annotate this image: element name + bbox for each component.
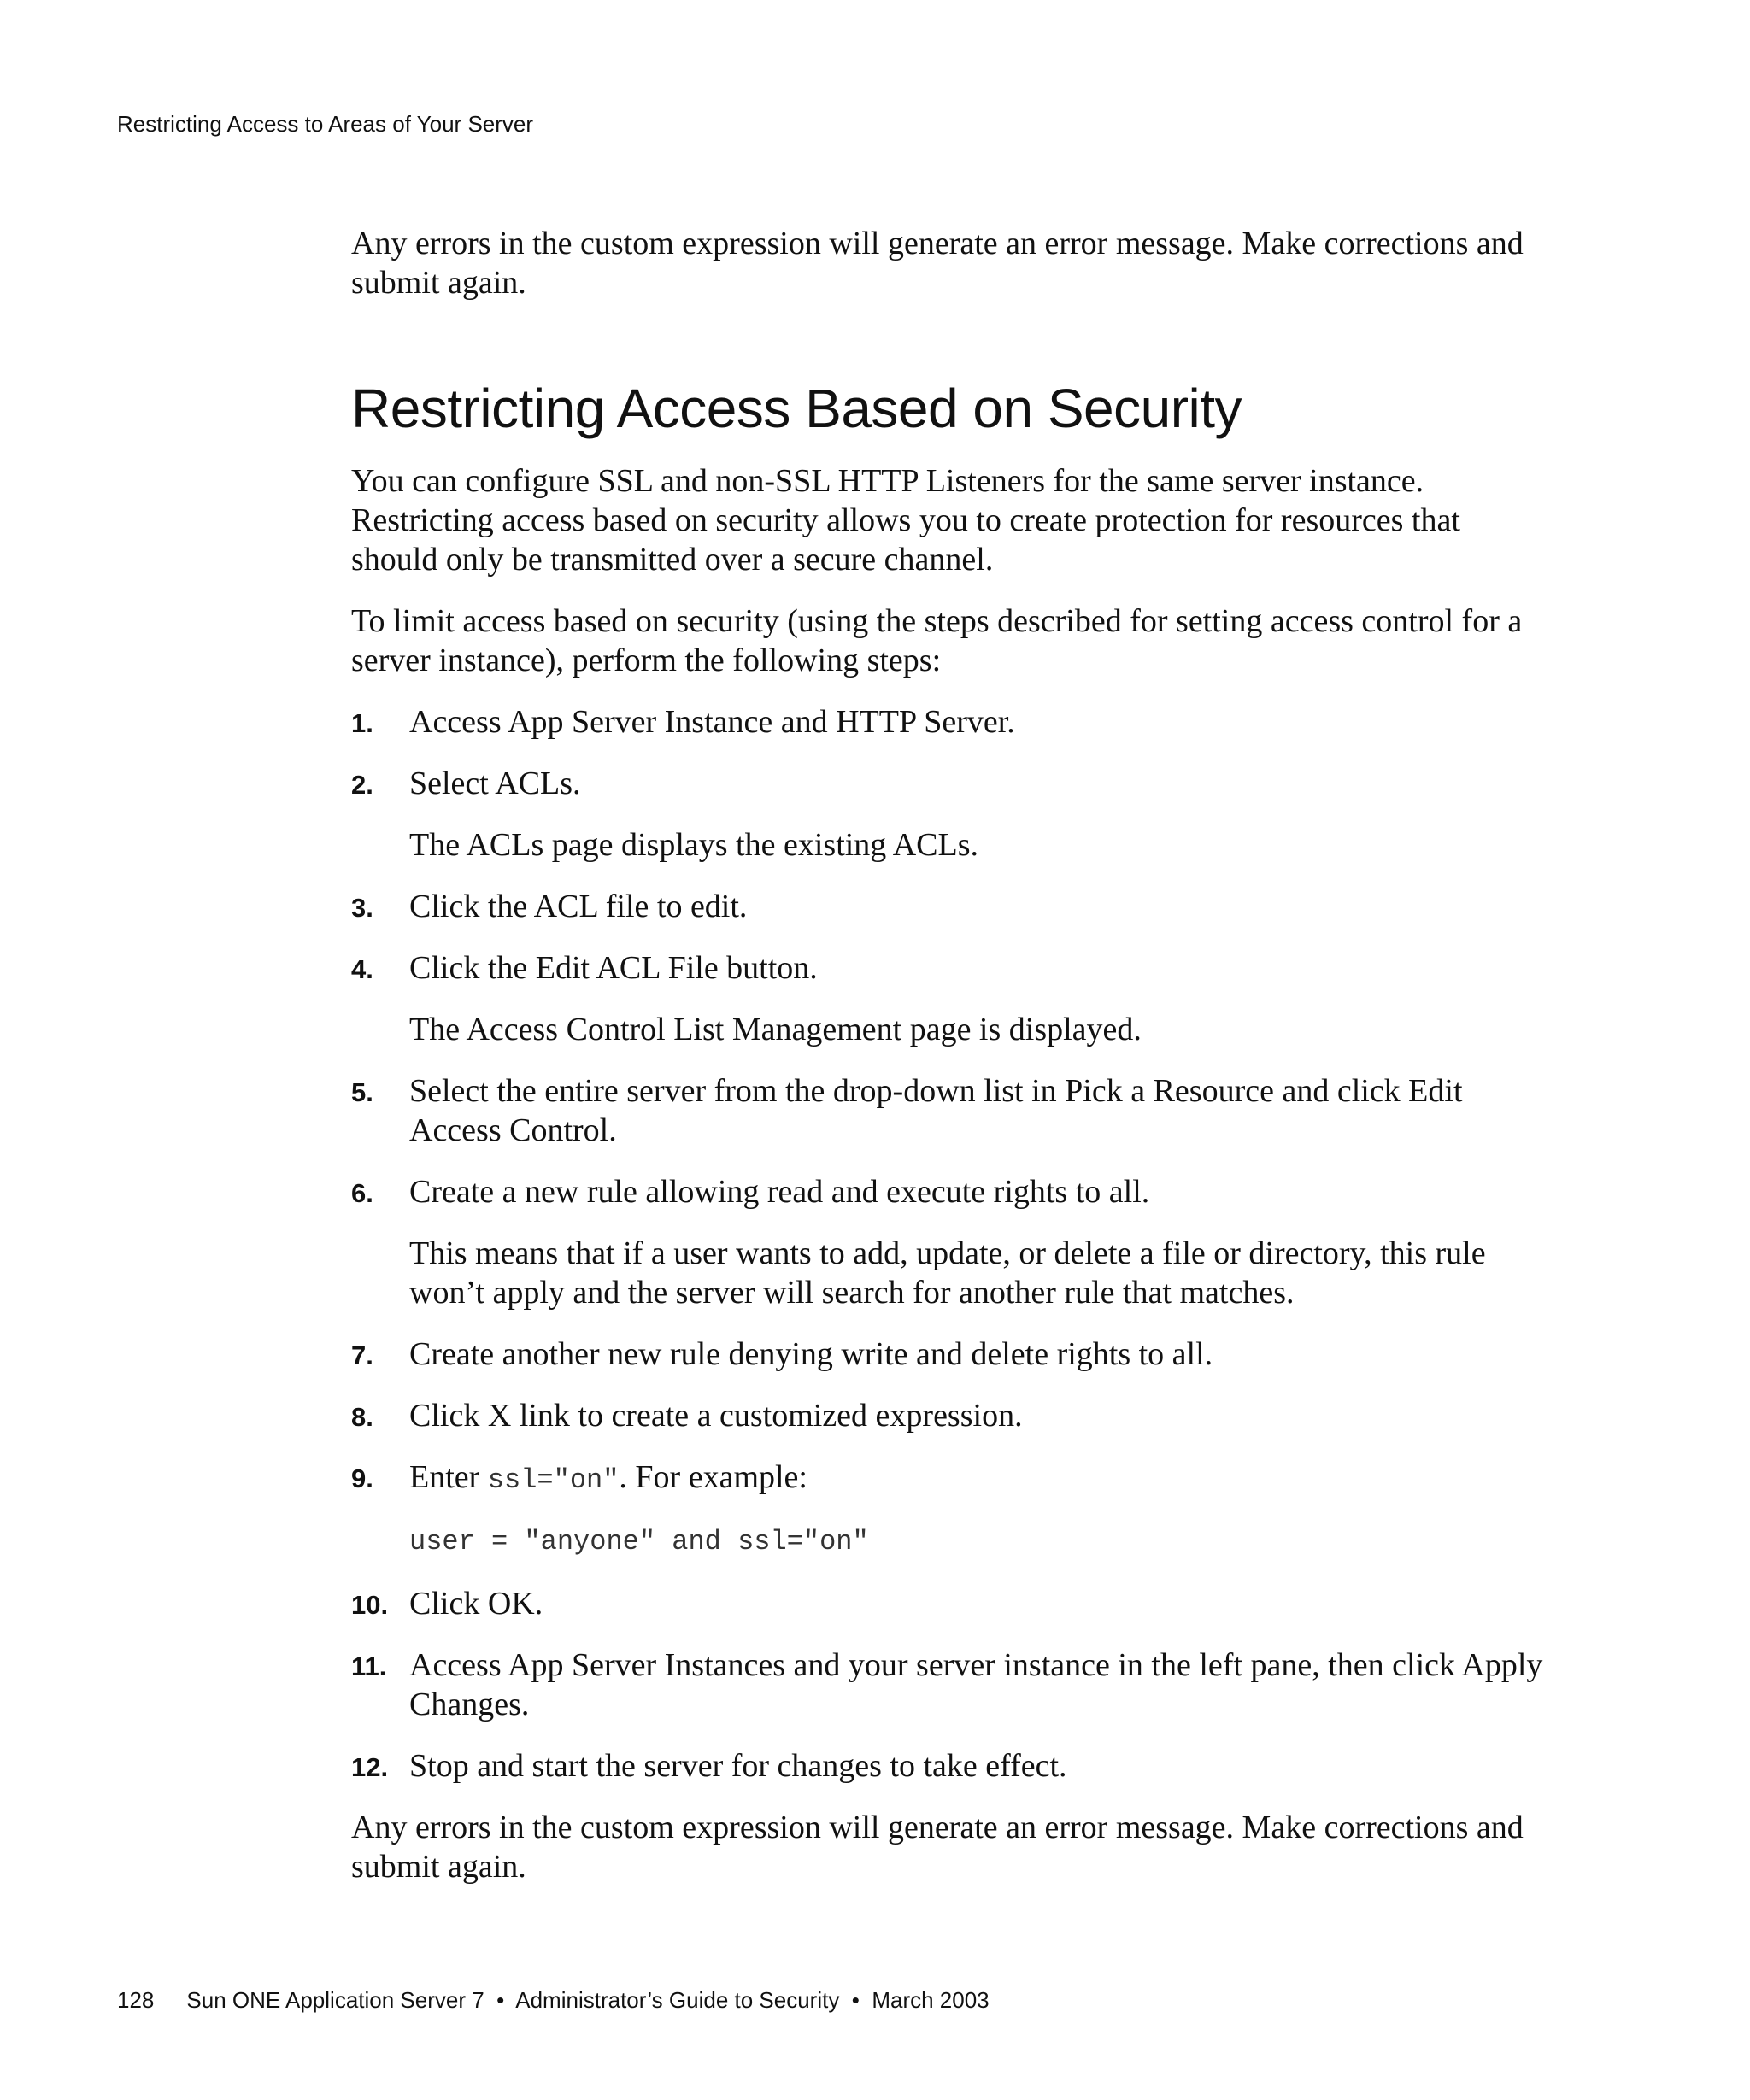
page-footer: [117, 1987, 990, 2014]
step-text: Click the Edit ACL File button.: [409, 950, 818, 986]
step-item: [351, 1458, 1547, 1500]
step-text: Access App Server Instance and HTTP Server.: [409, 704, 1015, 740]
step-item: [351, 1645, 1547, 1724]
step-text: Click X link to create a customized expression.: [409, 1398, 1023, 1434]
step-number: 2.: [351, 770, 373, 800]
step-note: The Access Control List Management page is displayed.: [409, 1012, 1142, 1047]
step-item: [351, 948, 1547, 1049]
section-paragraph-2: To limit access based on security (using the steps described for setting access control for a server instance), perform the following steps:: [351, 603, 1523, 678]
step-text: Select the entire server from the drop-down list in Pick a Resource and click Edit Access Control.: [409, 1073, 1463, 1148]
intro-paragraph: Any errors in the custom expression will generate an error message. Make corrections and submit again.: [351, 226, 1524, 301]
step-number: 6.: [351, 1178, 373, 1208]
step-number: 9.: [351, 1464, 373, 1493]
page-number: 128: [117, 1987, 155, 2013]
section-paragraph-1: You can configure SSL and non-SSL HTTP Listeners for the same server instance. Restricting access based on security allows you to create protection for resources that should only be transmitted over a secure channel.: [351, 463, 1460, 578]
step-text: Create another new rule denying write and delete rights to all.: [409, 1336, 1213, 1372]
step-item: [351, 1746, 1547, 1786]
step-item: [351, 702, 1547, 742]
step-note: The ACLs page displays the existing ACLs.: [409, 827, 979, 863]
steps-list: [351, 702, 1547, 1500]
step-text: Click the ACL file to edit.: [409, 889, 748, 924]
step-number: 8.: [351, 1402, 373, 1432]
step-item: [351, 1396, 1547, 1435]
step-number: 1.: [351, 708, 373, 738]
step-text-before: Enter: [409, 1459, 488, 1495]
step-text: Create a new rule allowing read and execute rights to all.: [409, 1174, 1150, 1210]
step-number: 7.: [351, 1340, 373, 1370]
step-number: 11.: [351, 1651, 387, 1681]
step-text: Click OK.: [409, 1586, 543, 1622]
step-item: [351, 1071, 1547, 1150]
footer-text: Sun ONE Application Server 7 • Administrator’s Guide to Security • March 2003: [186, 1987, 990, 2013]
step-item: [351, 764, 1547, 865]
step-text: Select ACLs.: [409, 766, 581, 801]
step-text: Access App Server Instances and your server instance in the left pane, then click Apply Changes.: [409, 1647, 1543, 1722]
step-number: 10.: [351, 1590, 389, 1620]
step-item: [351, 1334, 1547, 1374]
step-number: 4.: [351, 954, 373, 984]
steps-list-continued: [351, 1584, 1547, 1786]
step-text-after: . For example:: [619, 1459, 807, 1495]
step-number: 5.: [351, 1077, 373, 1107]
section-title: Restricting Access Based on Security: [351, 378, 1242, 439]
closing-paragraph: Any errors in the custom expression will generate an error message. Make corrections and submit again.: [351, 1810, 1524, 1885]
inline-code: ssl="on": [487, 1464, 620, 1496]
running-header: Restricting Access to Areas of Your Server: [117, 111, 534, 137]
code-example: user = "anyone" and ssl="on": [409, 1526, 869, 1557]
step-number: 12.: [351, 1752, 389, 1782]
step-item: [351, 1584, 1547, 1623]
step-text: Stop and start the server for changes to take effect.: [409, 1748, 1067, 1784]
step-item: [351, 887, 1547, 926]
step-note: This means that if a user wants to add, update, or delete a file or directory, this rule won’t apply and the server will search for another rule that matches.: [409, 1235, 1486, 1311]
step-item: [351, 1172, 1547, 1312]
step-number: 3.: [351, 893, 373, 923]
step-text: [409, 1458, 1547, 1500]
page-content: [351, 224, 1547, 1909]
